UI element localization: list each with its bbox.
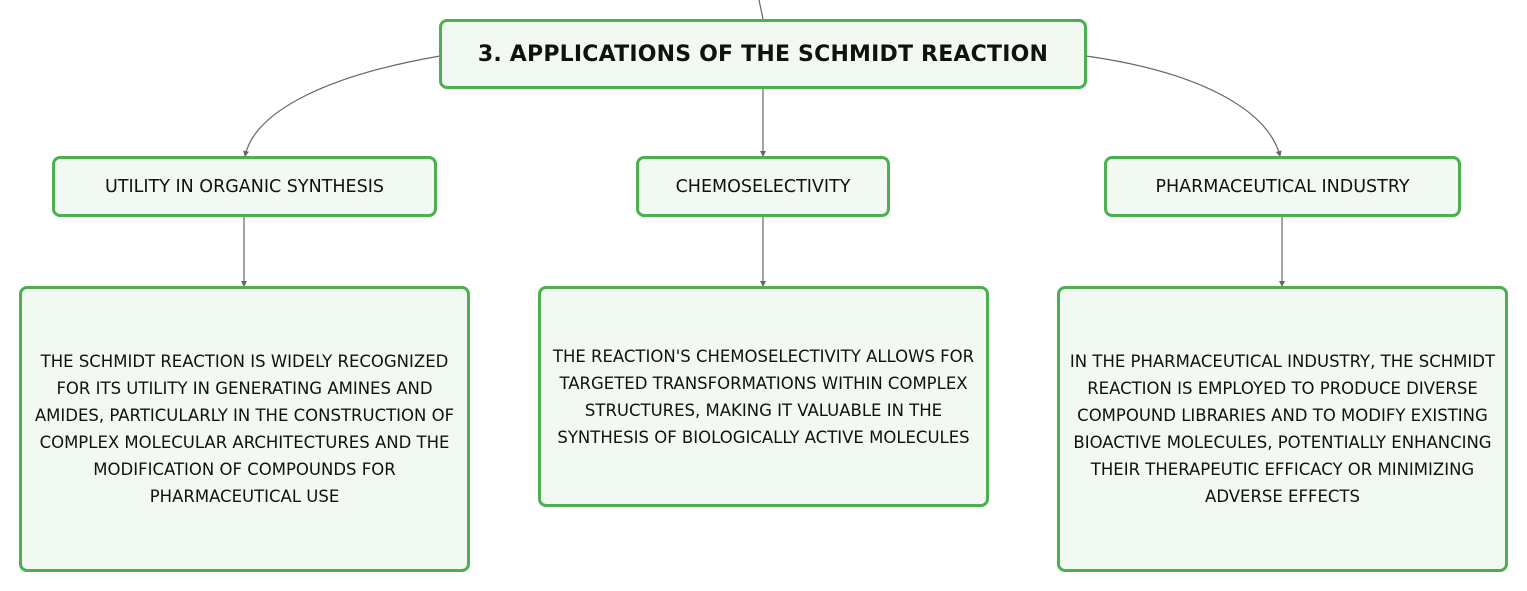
root-node[interactable] xyxy=(439,19,1087,89)
branch-node-pharmaceutical-industry[interactable] xyxy=(1104,156,1461,217)
branch-node-chemoselectivity[interactable] xyxy=(636,156,890,217)
detail-node-utility-in-organic-synthesis[interactable] xyxy=(19,286,470,572)
branch-node-label: CHEMOSELECTIVITY xyxy=(675,176,851,197)
detail-node-text: IN THE PHARMACEUTICAL INDUSTRY, THE SCHMIDT REACTION IS EMPLOYED TO PRODUCE DIVERSE COMPOUND LIBRARIES AND TO MODIFY EXISTING BIOACTIVE MOLECULES, POTENTIALLY ENHANCING THEIR THERAPEUTIC EFFICACY OR MINIMIZING ADVERSE EFFECTS xyxy=(1069,352,1496,506)
branch-node-label: PHARMACEUTICAL INDUSTRY xyxy=(1155,176,1410,197)
detail-node-text: THE SCHMIDT REACTION IS WIDELY RECOGNIZED FOR ITS UTILITY IN GENERATING AMINES AND AMIDES, PARTICULARLY IN THE CONSTRUCTION OF COMPLEX MOLECULAR ARCHITECTURES AND THE MODIFICATION OF COMPOUNDS FOR PHARMACEUTICAL USE xyxy=(34,352,455,506)
detail-node-chemoselectivity[interactable] xyxy=(538,286,989,507)
connector-root-to-utility xyxy=(245,56,440,156)
branch-node-label: UTILITY IN ORGANIC SYNTHESIS xyxy=(104,176,384,197)
root-node-label: 3. APPLICATIONS OF THE SCHMIDT REACTION xyxy=(477,41,1049,67)
connector-incoming-to-root xyxy=(759,0,763,19)
detail-node-text: THE REACTION'S CHEMOSELECTIVITY ALLOWS FOR TARGETED TRANSFORMATIONS WITHIN COMPLEX STRUCTURES, MAKING IT VALUABLE IN THE SYNTHESIS OF BIOLOGICALLY ACTIVE MOLECULES xyxy=(552,346,975,447)
detail-node-pharmaceutical-industry[interactable] xyxy=(1057,286,1508,572)
branch-node-utility-in-organic-synthesis[interactable] xyxy=(52,156,437,217)
connector-root-to-pharmaceutical xyxy=(1086,56,1280,156)
